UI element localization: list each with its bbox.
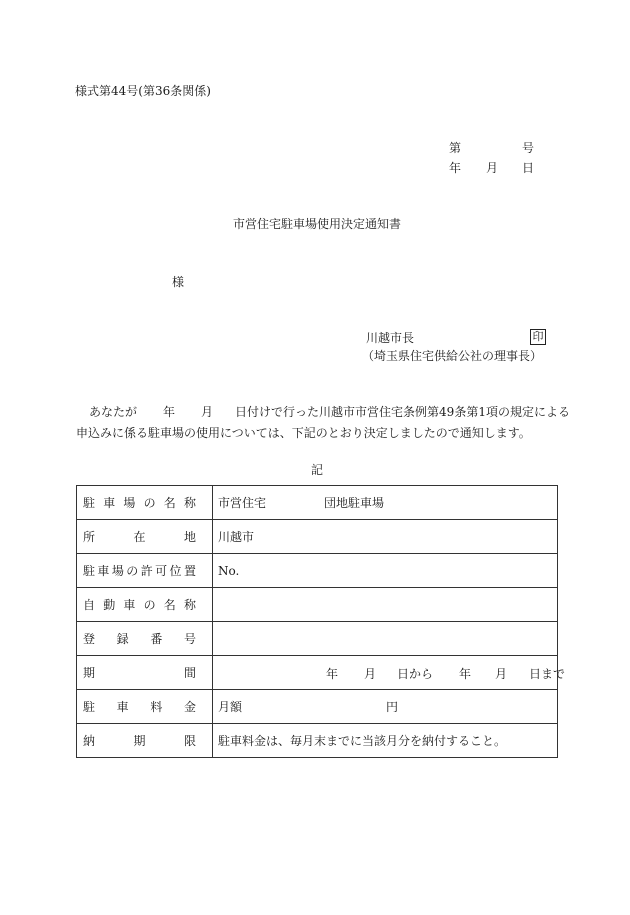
recipient-honorific: 様 bbox=[172, 275, 185, 289]
date-day-label: 日 bbox=[522, 161, 535, 175]
label-char: 車 bbox=[123, 598, 136, 612]
details-table bbox=[76, 485, 566, 758]
table-row bbox=[77, 622, 558, 656]
body-line-1-month: 月 bbox=[201, 405, 214, 419]
label-permitted-position bbox=[83, 562, 196, 579]
label-char: 番 bbox=[150, 632, 163, 646]
label-period bbox=[83, 664, 196, 681]
ki-heading: 記 bbox=[311, 463, 324, 477]
row-value bbox=[213, 724, 558, 758]
label-char: 金 bbox=[183, 700, 196, 714]
date-month-label: 月 bbox=[486, 161, 499, 175]
label-char: 納 bbox=[83, 734, 96, 748]
row-value bbox=[213, 656, 566, 690]
label-parking-name bbox=[83, 494, 196, 511]
sender-corporation: （埼玉県住宅供給公社の理事長） bbox=[362, 349, 543, 363]
label-char: 名 bbox=[163, 496, 176, 510]
label-char: 登 bbox=[83, 632, 96, 646]
table-row bbox=[77, 690, 558, 724]
label-char: 場 bbox=[123, 496, 136, 510]
label-char: 動 bbox=[103, 598, 116, 612]
label-location bbox=[83, 528, 196, 545]
label-char: 可 bbox=[155, 564, 168, 578]
row-value bbox=[213, 622, 558, 656]
table-row bbox=[77, 724, 558, 758]
date-year-label: 年 bbox=[449, 161, 462, 175]
table-row bbox=[77, 554, 558, 588]
label-char: 場 bbox=[111, 564, 124, 578]
row-value bbox=[213, 588, 558, 622]
payment-deadline-value: 駐車料金は、毎月末までに当該月分を納付すること。 bbox=[218, 734, 507, 748]
label-char: の bbox=[143, 496, 156, 510]
period-month-2: 月 bbox=[495, 667, 508, 681]
label-char: 置 bbox=[183, 564, 196, 578]
body-line-1 bbox=[89, 404, 570, 420]
row-label bbox=[77, 690, 213, 724]
table-row bbox=[77, 520, 558, 554]
sender-mayor: 川越市長 bbox=[366, 331, 415, 345]
label-char: の bbox=[126, 564, 139, 578]
row-value bbox=[213, 520, 558, 554]
label-char: 名 bbox=[163, 598, 176, 612]
body-line-1-b: 日付けで行った川越市市営住宅条例第49条第1項の規定による bbox=[235, 405, 570, 419]
label-char: 車 bbox=[103, 496, 116, 510]
label-parking-fee bbox=[83, 698, 196, 715]
fee-monthly: 月額 bbox=[218, 700, 243, 714]
label-char: 所 bbox=[83, 530, 96, 544]
body-line-2: 申込みに係る駐車場の使用については、下記のとおり決定しましたので通知します。 bbox=[76, 426, 531, 440]
document-number-dai: 第 bbox=[449, 141, 462, 155]
label-char: 期 bbox=[133, 734, 146, 748]
body-line-1-a: あなたが bbox=[89, 405, 138, 419]
label-char: 号 bbox=[183, 632, 196, 646]
label-char: 駐 bbox=[83, 564, 96, 578]
label-char: 駐 bbox=[83, 496, 96, 510]
period-from: 日から bbox=[397, 667, 434, 681]
row-label bbox=[77, 588, 213, 622]
period-month-1: 月 bbox=[364, 667, 377, 681]
label-char: 車 bbox=[97, 564, 110, 578]
document-number-go: 号 bbox=[522, 141, 535, 155]
parking-name-suffix: 団地駐車場 bbox=[324, 496, 385, 510]
label-char: 間 bbox=[183, 666, 196, 680]
row-label bbox=[77, 656, 213, 690]
permitted-position-value: No. bbox=[218, 563, 240, 578]
label-char: 料 bbox=[150, 700, 163, 714]
label-char: の bbox=[143, 598, 156, 612]
form-number: 様式第44号(第36条関係) bbox=[75, 84, 211, 98]
document-title: 市営住宅駐車場使用決定通知書 bbox=[233, 217, 402, 231]
label-char: 期 bbox=[83, 666, 96, 680]
row-label bbox=[77, 520, 213, 554]
label-char: 録 bbox=[116, 632, 129, 646]
row-value bbox=[213, 690, 558, 724]
row-label bbox=[77, 486, 213, 520]
row-label bbox=[77, 724, 213, 758]
label-char: 限 bbox=[183, 734, 196, 748]
label-payment-deadline bbox=[83, 732, 196, 749]
fee-yen: 円 bbox=[386, 700, 399, 714]
label-char: 車 bbox=[116, 700, 129, 714]
location-value: 川越市 bbox=[218, 530, 255, 544]
label-registration-number bbox=[83, 630, 196, 647]
row-label bbox=[77, 554, 213, 588]
period-year-2: 年 bbox=[459, 667, 472, 681]
label-char: 自 bbox=[83, 598, 96, 612]
body-line-1-year: 年 bbox=[163, 405, 176, 419]
row-label bbox=[77, 622, 213, 656]
label-char: 駐 bbox=[83, 700, 96, 714]
label-char: 地 bbox=[183, 530, 196, 544]
period-until: 日まで bbox=[529, 667, 566, 681]
table-row bbox=[77, 588, 558, 622]
label-vehicle-name bbox=[83, 596, 196, 613]
table-row bbox=[77, 486, 558, 520]
label-char: 許 bbox=[140, 564, 153, 578]
label-char: 称 bbox=[183, 496, 196, 510]
table-row bbox=[77, 656, 558, 690]
label-char: 在 bbox=[133, 530, 146, 544]
row-value bbox=[213, 486, 558, 520]
row-value bbox=[213, 554, 558, 588]
label-char: 称 bbox=[183, 598, 196, 612]
parking-name-prefix: 市営住宅 bbox=[218, 496, 267, 510]
seal-mark: 印 bbox=[530, 329, 546, 345]
period-year-1: 年 bbox=[326, 667, 339, 681]
label-char: 位 bbox=[169, 564, 182, 578]
